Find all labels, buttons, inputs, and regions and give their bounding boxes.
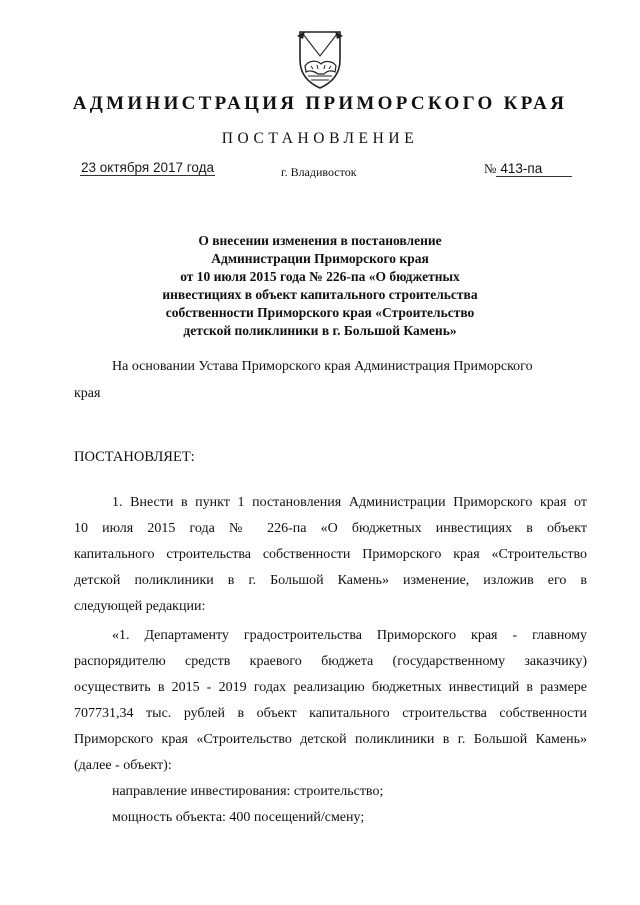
document-type: ПОСТАНОВЛЕНИЕ: [221, 130, 419, 147]
item1-line: капитального строительства собственности Приморского края «Строительство: [74, 547, 587, 562]
item1-line: 1. Внести в пункт 1 постановления Администрации Приморского края от: [112, 495, 587, 510]
decree-word: ПОСТАНОВЛЯЕТ:: [74, 449, 195, 465]
subject-line: детской поликлиники в г. Большой Камень»: [183, 323, 457, 338]
preamble-line: На основании Устава Приморского края Администрация Приморского: [112, 359, 533, 374]
quote-line: Приморского края «Строительство детской поликлиники в г. Большой Камень»: [74, 732, 587, 747]
subject-line: от 10 июля 2015 года № 226-па «О бюджетных: [180, 269, 460, 284]
quote-line: осуществить в 2015 - 2019 годах реализацию бюджетных инвестиций в размере: [74, 680, 587, 695]
subject-line: инвестициях в объект капитального строительства: [162, 287, 478, 302]
subject-line: Администрации Приморского края: [211, 251, 429, 266]
document-place: г. Владивосток: [281, 165, 357, 179]
subject-line: О внесении изменения в постановление: [198, 233, 442, 248]
document-date-value: 23 октября 2017 года: [81, 160, 214, 175]
number-sign: №: [484, 161, 497, 176]
document-number: [484, 161, 572, 177]
item1-line: 10 июля 2015 года № 226-па «О бюджетных инвестициях в объект: [74, 521, 587, 536]
item1-line: следующей редакции:: [74, 599, 206, 614]
quote-line: распорядителю средств краевого бюджета (государственному заказчику): [74, 654, 587, 669]
quote-line: «1. Департаменту градостроительства Приморского края - главному: [112, 628, 587, 643]
quote-line: направление инвестирования: строительство;: [112, 784, 384, 799]
coat-of-arms-emblem: [291, 26, 349, 90]
subject-line: собственности Приморского края «Строительство: [165, 305, 475, 320]
document-number-value: 413-па: [496, 161, 572, 177]
quote-line: 707731,34 тыс. рублей в объект капитального строительства собственности: [74, 706, 587, 721]
document-subject: [120, 232, 520, 340]
quote-line: (далее - объект):: [74, 758, 172, 773]
document-date: [80, 160, 215, 176]
preamble-line: края: [74, 386, 101, 401]
item1-line: детской поликлиники в г. Большой Камень» изменение, изложив его в: [74, 573, 587, 588]
quote-line: мощность объекта: 400 посещений/смену;: [112, 810, 365, 825]
organization-title: АДМИНИСТРАЦИЯ ПРИМОРСКОГО КРАЯ: [72, 93, 568, 114]
